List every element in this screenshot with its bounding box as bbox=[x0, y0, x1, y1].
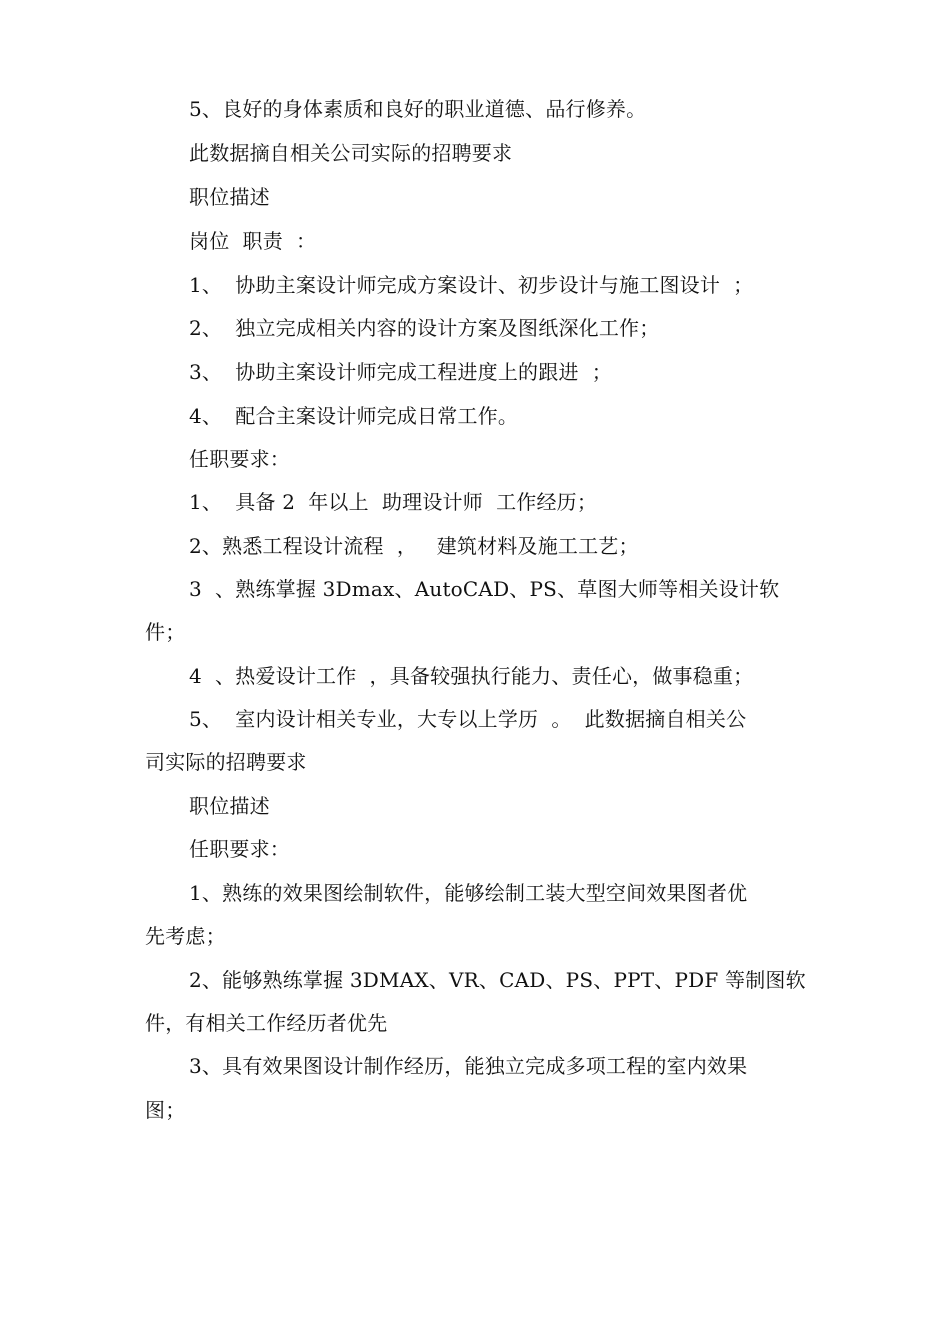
list-item: 4 、热爱设计工作 ，具备较强执行能力、责任心，做事稳重； bbox=[189, 664, 754, 688]
list-item: 3、 协助主案设计师完成工程进度上的跟进 ； bbox=[189, 360, 612, 384]
list-item: 1、 协助主案设计师完成方案设计、初步设计与施工图设计 ； bbox=[189, 273, 754, 297]
list-item: 3 、熟练掌握 3Dmax、AutoCAD、PS、草图大师等相关设计软 bbox=[189, 577, 780, 601]
list-item: 4、 配合主案设计师完成日常工作。 bbox=[189, 404, 519, 428]
text-line: 此数据摘自相关公司实际的招聘要求 bbox=[189, 141, 513, 165]
section-heading: 任职要求： bbox=[189, 447, 290, 471]
section-heading: 职位描述 bbox=[189, 185, 270, 209]
list-item-continuation: 先考虑； bbox=[145, 924, 226, 948]
list-item-continuation: 件； bbox=[145, 620, 186, 644]
list-item: 1、熟练的效果图绘制软件，能够绘制工装大型空间效果图者优 bbox=[189, 881, 748, 905]
section-heading: 职位描述 bbox=[189, 794, 270, 818]
text-line: 5、良好的身体素质和良好的职业道德、品行修养。 bbox=[189, 97, 647, 121]
list-item: 2、 独立完成相关内容的设计方案及图纸深化工作； bbox=[189, 316, 660, 340]
list-item: 5、 室内设计相关专业，大专以上学历 。 此数据摘自相关公 bbox=[189, 707, 747, 731]
section-heading: 岗位 职责 ： bbox=[189, 229, 317, 253]
list-item: 2、熟悉工程设计流程 ， 建筑材料及施工工艺； bbox=[189, 534, 639, 558]
list-item-continuation: 图； bbox=[145, 1098, 186, 1122]
list-item-continuation: 件，有相关工作经历者优先 bbox=[145, 1011, 388, 1035]
list-item: 3、具有效果图设计制作经历，能独立完成多项工程的室内效果 bbox=[189, 1054, 748, 1078]
list-item: 1、 具备 2 年以上 助理设计师 工作经历； bbox=[189, 490, 598, 514]
list-item-continuation: 司实际的招聘要求 bbox=[145, 750, 307, 774]
section-heading: 任职要求： bbox=[189, 837, 290, 861]
list-item: 2、能够熟练掌握 3DMAX、VR、CAD、PS、PPT、PDF 等制图软 bbox=[189, 968, 806, 992]
